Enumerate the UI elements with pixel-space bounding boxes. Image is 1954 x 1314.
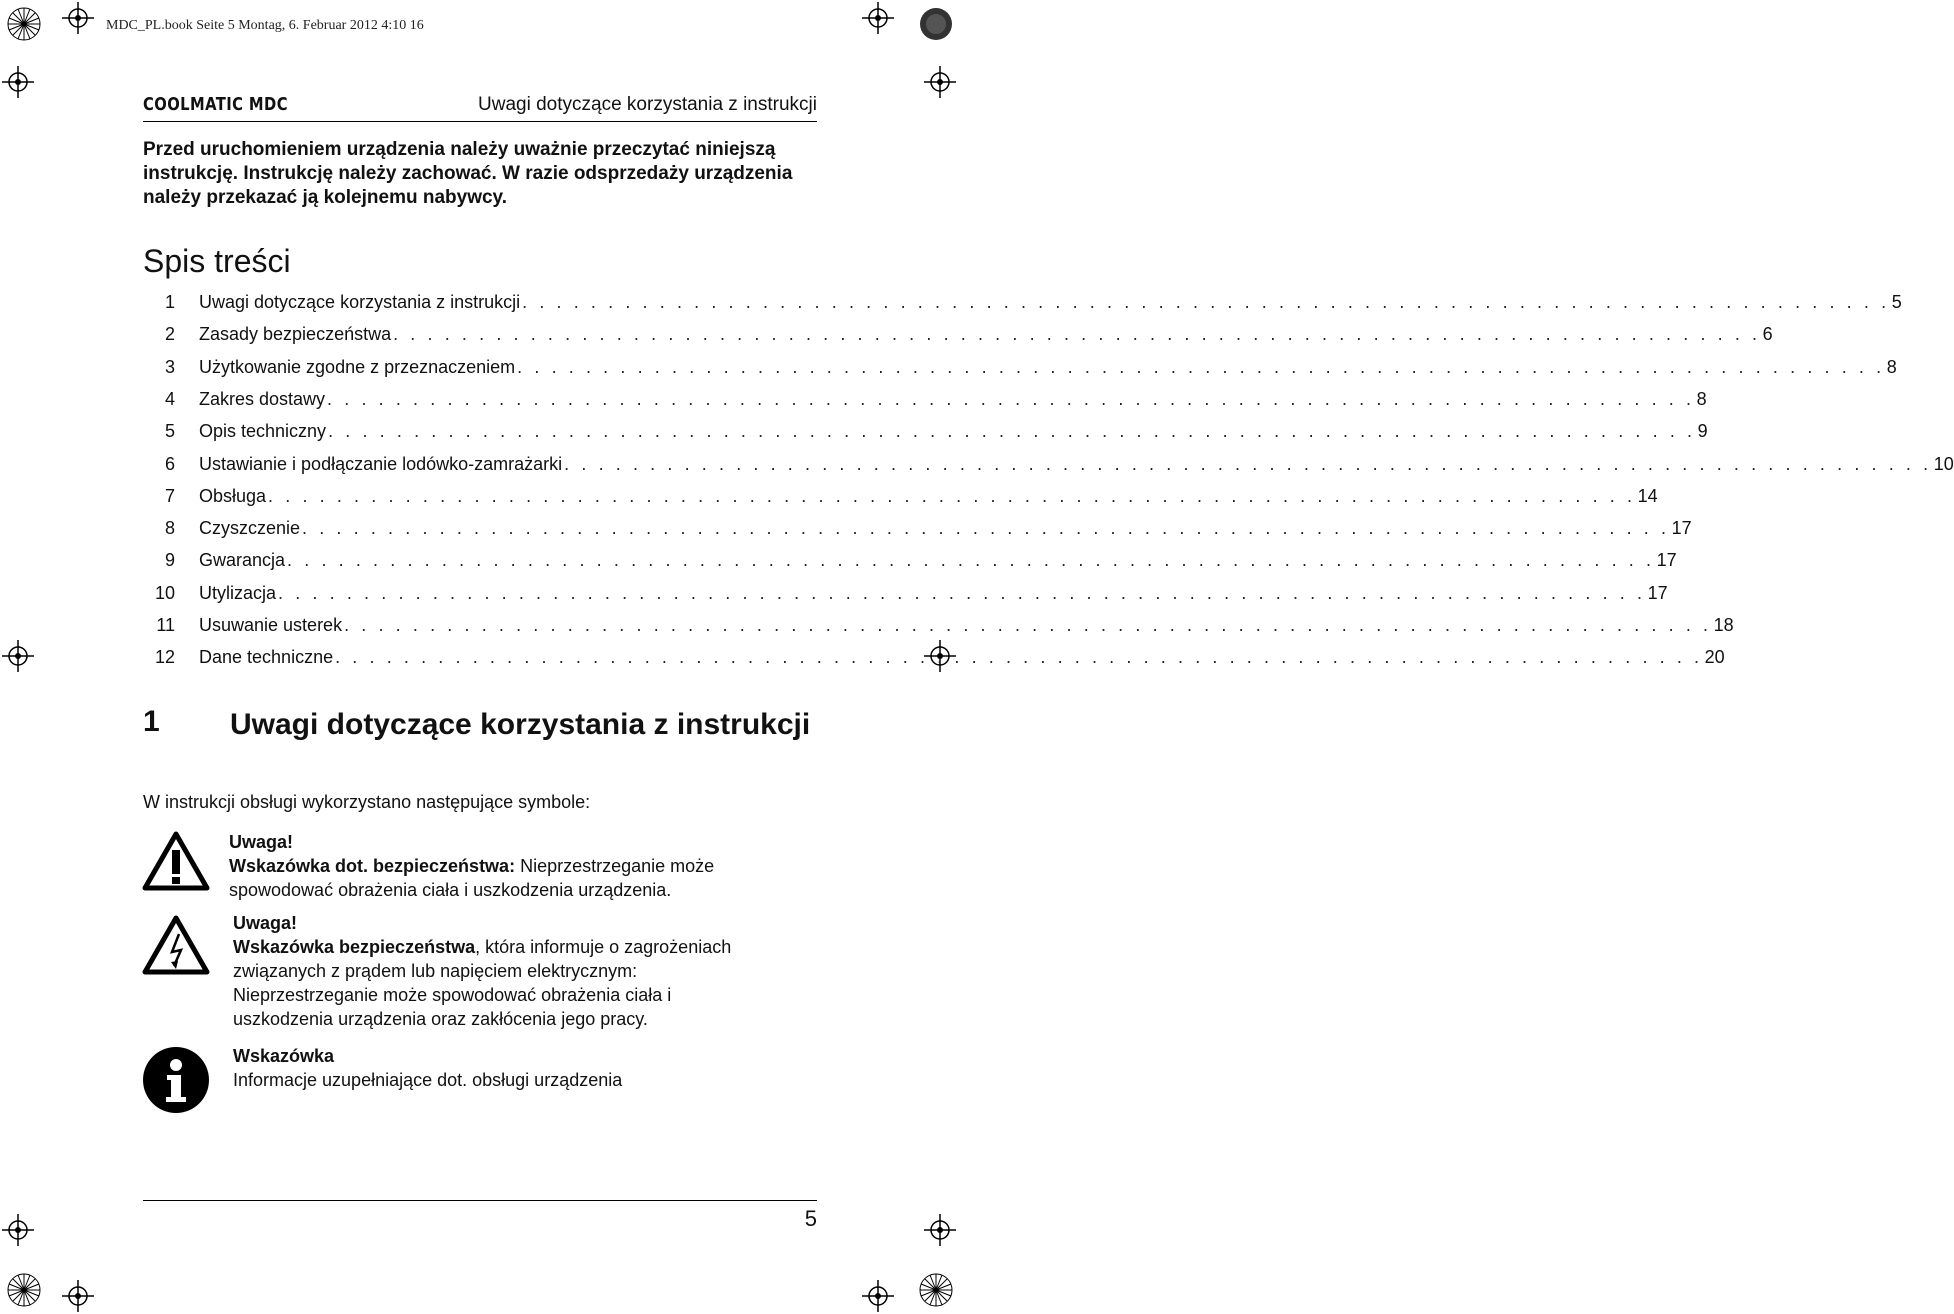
toc-entry-number: 12: [154, 647, 175, 668]
star-target-icon: [6, 6, 42, 42]
toc-entry-number: 11: [156, 615, 175, 635]
toc-entry-title: Zasady bezpieczeństwa: [199, 324, 392, 345]
toc-entry-number: 10: [154, 582, 175, 603]
toc-entry-title: Zakres dostawy: [199, 388, 326, 409]
toc-entry[interactable]: [143, 324, 1773, 356]
toc-entry[interactable]: [143, 292, 1902, 324]
toc-entry-page: 9: [1697, 421, 1708, 442]
toc-entry-number: 4: [164, 388, 175, 409]
toc-entry[interactable]: [143, 356, 1897, 389]
toc-entry-page: 17: [1656, 550, 1677, 571]
symbol-heading: Uwaga!: [229, 832, 294, 852]
toc-entry-page: 20: [1704, 647, 1725, 668]
toc-entry-page: 10: [1933, 453, 1954, 474]
toc-entry-title: Opis techniczny: [199, 421, 327, 442]
toc-dot-leader: . . . . . . . . . . . . . . . . . . . . . . . . . . . . . . . . . . . . . . . . . . . . . . . . . . . . . . . . . . . . . . . . . . . . . . . . . . . . . . . .: [287, 550, 1655, 571]
registration-mark-icon: [62, 2, 94, 34]
toc-entry[interactable]: [143, 615, 1734, 647]
print-crop-header: MDC_PL.book Seite 5 Montag, 6. Februar 2012 4:10 16: [106, 18, 424, 33]
toc-entry-number: 8: [164, 518, 175, 539]
toc-dot-leader: . . . . . . . . . . . . . . . . . . . . . . . . . . . . . . . . . . . . . . . . . . . . . . . . . . . . . . . . . . . . . . . . . . . . . . . . . . . . . . . .: [328, 421, 1696, 442]
registration-mark-icon: [2, 1214, 34, 1246]
toc-entry-title: Dane techniczne: [199, 647, 334, 668]
toc-entry-page: 6: [1762, 324, 1773, 345]
toc-entry-title: Usuwanie usterek: [199, 615, 343, 635]
toc-heading: Spis treści: [143, 243, 291, 279]
symbol-heading: Wskazówka: [233, 1046, 335, 1066]
toc-entry[interactable]: [143, 550, 1677, 582]
section-intro: W instrukcji obsługi wykorzystano następujące symbole:: [143, 792, 591, 812]
toc-entry-title: Obsługa: [199, 485, 267, 506]
symbol-lead: Wskazówka dot. bezpieczeństwa:: [229, 856, 516, 876]
toc-entry-number: 7: [164, 485, 175, 506]
toc-dot-leader: . . . . . . . . . . . . . . . . . . . . . . . . . . . . . . . . . . . . . . . . . . . . . . . . . . . . . . . . . . . . . . . . . . . . . . . . . . . . . . . .: [517, 356, 1885, 377]
toc-entry-number: 1: [164, 292, 175, 312]
symbol-heading: Uwaga!: [233, 913, 298, 933]
toc-entry[interactable]: [143, 453, 1954, 486]
toc-entry-page: 17: [1671, 518, 1692, 539]
toc-dot-leader: . . . . . . . . . . . . . . . . . . . . . . . . . . . . . . . . . . . . . . . . . . . . . . . . . . . . . . . . . . . . . . . . . . . . . . . . . . . . . . . .: [393, 324, 1761, 345]
symbol-info-text: [233, 1044, 622, 1092]
toc-entry-page: 8: [1696, 388, 1707, 409]
toc-entry[interactable]: [143, 582, 1668, 615]
toc-entry-title: Użytkowanie zgodne z przeznaczeniem: [199, 356, 516, 377]
symbol-text: , która informuje o zagrożeniach: [475, 937, 732, 957]
toc-entry-page: 14: [1637, 485, 1658, 506]
toc-entry-title: Utylizacja: [199, 582, 277, 603]
toc-entry-page: 17: [1647, 582, 1668, 603]
registration-mark-icon: [924, 1214, 956, 1246]
toc-entry-title: Gwarancja: [199, 550, 286, 571]
toc-entry-number: 3: [164, 356, 175, 377]
symbol-text: Nieprzestrzeganie może spowodować obrażenia ciała i: [233, 985, 672, 1005]
toc-entry[interactable]: [143, 518, 1692, 550]
toc-entry-number: 9: [164, 550, 175, 571]
symbol-lead: Wskazówka bezpieczeństwa: [233, 937, 476, 957]
toc-dot-leader: . . . . . . . . . . . . . . . . . . . . . . . . . . . . . . . . . . . . . . . . . . . . . . . . . . . . . . . . . . . . . . . . . . . . . . . . . . . . . . . .: [522, 292, 1890, 312]
toc-entry-title: Czyszczenie: [199, 518, 301, 539]
electrical-hazard-icon: [141, 914, 211, 976]
toc-dot-leader: . . . . . . . . . . . . . . . . . . . . . . . . . . . . . . . . . . . . . . . . . . . . . . . . . . . . . . . . . . . . . . . . . . . . . . . . . . . . . . . .: [564, 453, 1932, 474]
footer-rule: [143, 1200, 817, 1201]
running-header-title: Uwagi dotyczące korzystania z instrukcji: [478, 94, 817, 115]
header-rule: [143, 121, 817, 122]
symbol-text: Nieprzestrzeganie może: [515, 856, 715, 876]
symbol-text: spowodować obrażenia ciała i uszkodzenia urządzenia.: [229, 880, 672, 900]
info-icon: [142, 1046, 210, 1114]
toc-entry[interactable]: [143, 647, 1725, 679]
toc-dot-leader: . . . . . . . . . . . . . . . . . . . . . . . . . . . . . . . . . . . . . . . . . . . . . . . . . . . . . . . . . . . . . . . . . . . . . . . . . . . . . . . .: [268, 485, 1636, 506]
toc-dot-leader: . . . . . . . . . . . . . . . . . . . . . . . . . . . . . . . . . . . . . . . . . . . . . . . . . . . . . . . . . . . . . . . . . . . . . . . . . . . . . . . .: [302, 518, 1670, 539]
section-number: 1: [143, 705, 160, 738]
toc-entry-page: 18: [1713, 615, 1734, 635]
toc-dot-leader: . . . . . . . . . . . . . . . . . . . . . . . . . . . . . . . . . . . . . . . . . . . . . . . . . . . . . . . . . . . . . . . . . . . . . . . . . . . . . . . .: [327, 388, 1695, 409]
registration-mark-icon: [924, 66, 956, 98]
color-bar-target-icon: [918, 6, 954, 42]
toc-dot-leader: . . . . . . . . . . . . . . . . . . . . . . . . . . . . . . . . . . . . . . . . . . . . . . . . . . . . . . . . . . . . . . . . . . . . . . . . . . . . . . . .: [344, 615, 1712, 635]
toc-entry[interactable]: [143, 485, 1658, 518]
brand-name: COOLMATIC MDC: [143, 94, 288, 115]
star-target-icon: [918, 1272, 954, 1308]
warning-exclamation-icon: [141, 830, 211, 892]
registration-mark-icon: [862, 1280, 894, 1312]
toc-dot-leader: . . . . . . . . . . . . . . . . . . . . . . . . . . . . . . . . . . . . . . . . . . . . . . . . . . . . . . . . . . . . . . . . . . . . . . . . . . . . . . . .: [335, 647, 1703, 668]
registration-mark-icon: [2, 640, 34, 672]
registration-mark-icon: [2, 66, 34, 98]
toc-entry-title: Ustawianie i podłączanie lodówko-zamrażarki: [199, 453, 563, 474]
symbol-text: związanych z prądem lub napięciem elektrycznym:: [233, 961, 638, 981]
toc-entry-title: Uwagi dotyczące korzystania z instrukcji: [199, 292, 521, 312]
page-number: 5: [804, 1206, 817, 1231]
symbol-text: uszkodzenia urządzenia oraz zakłócenia jego pracy.: [233, 1009, 648, 1029]
toc-entry[interactable]: [143, 388, 1707, 421]
toc-entry-number: 2: [164, 324, 175, 345]
toc-entry-page: 8: [1886, 356, 1897, 377]
toc-entry-number: 5: [164, 421, 175, 442]
registration-mark-icon: [862, 2, 894, 34]
symbol-text: Informacje uzupełniające dot. obsługi urządzenia: [233, 1070, 623, 1090]
intro-paragraph: Przed uruchomieniem urządzenia należy uważnie przeczytać niniejszą instrukcję. Instrukcję należy zachować. W razie odsprzedaży urządzenia należy przekazać ją kolejnemu nabywcy.: [143, 139, 793, 208]
toc-entry-number: 6: [164, 453, 175, 474]
section-title: Uwagi dotyczące korzystania z instrukcji: [230, 708, 811, 741]
registration-mark-icon: [62, 1280, 94, 1312]
toc-entry-page: 5: [1891, 292, 1902, 312]
star-target-icon: [6, 1272, 42, 1308]
symbol-warning-text: [229, 830, 714, 902]
toc-dot-leader: . . . . . . . . . . . . . . . . . . . . . . . . . . . . . . . . . . . . . . . . . . . . . . . . . . . . . . . . . . . . . . . . . . . . . . . . . . . . . . . .: [278, 582, 1646, 603]
toc-entry[interactable]: [143, 421, 1708, 453]
symbol-electrical-text: [233, 911, 731, 1031]
